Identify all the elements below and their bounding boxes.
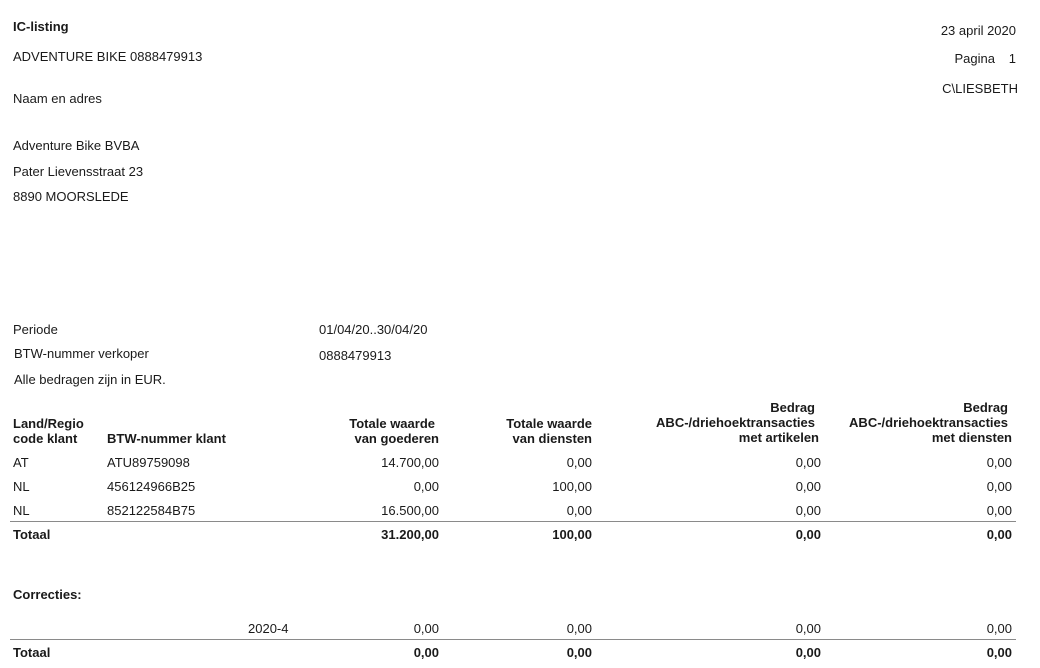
header-country	[13, 416, 84, 446]
row-abc-goods: 0,00	[795, 479, 821, 494]
row-abc-goods: 0,00	[795, 455, 821, 470]
header-abc-goods-line-3: met artikelen	[738, 430, 819, 445]
row-vat: 852122584B75	[107, 503, 196, 518]
row-services: 0,00	[566, 503, 592, 518]
total-label: Totaal	[13, 527, 51, 542]
address-line-1: Adventure Bike BVBA	[13, 138, 140, 153]
user-id: C\LIESBETH	[942, 81, 1018, 96]
corrections-total-abc-goods: 0,00	[795, 645, 821, 660]
header-abc-goods-line-1: Bedrag	[770, 400, 815, 415]
row-services: 100,00	[552, 479, 592, 494]
period-value: 01/04/20..30/04/20	[319, 322, 428, 337]
header-abc-goods	[656, 400, 819, 445]
row-abc-services: 0,00	[986, 503, 1012, 518]
corrections-total-label: Totaal	[13, 645, 51, 660]
row-abc-goods: 0,00	[795, 503, 821, 518]
header-goods	[349, 416, 439, 446]
page-indicator	[955, 51, 1016, 66]
total-abc-services: 0,00	[986, 527, 1012, 542]
header-abc-services-line-2: ABC-/driehoektransacties	[849, 415, 1008, 430]
row-country: AT	[13, 455, 29, 470]
corrections-label: Correcties:	[13, 587, 82, 602]
row-country: NL	[13, 503, 30, 518]
corrections-total-services: 0,00	[566, 645, 592, 660]
row-abc-services: 0,00	[986, 455, 1012, 470]
vat-label: BTW-nummer verkoper	[14, 346, 149, 361]
row-goods: 16.500,00	[381, 503, 439, 518]
header-abc-services-line-1: Bedrag	[963, 400, 1008, 415]
correction-abc-goods: 0,00	[795, 621, 821, 636]
total-services: 100,00	[552, 527, 592, 542]
correction-goods: 0,00	[413, 621, 439, 636]
header-services-line-1: Totale waarde	[506, 416, 592, 431]
correction-period: 2020-4	[248, 621, 289, 636]
row-services: 0,00	[566, 455, 592, 470]
header-abc-services	[849, 400, 1012, 445]
header-goods-line-1: Totale waarde	[349, 416, 435, 431]
report-title: IC-listing	[13, 19, 69, 34]
page-number: 1	[1008, 51, 1016, 66]
page-label: Pagina	[954, 51, 995, 66]
report-date: 23 april 2020	[940, 23, 1016, 38]
address-label: Naam en adres	[13, 91, 102, 106]
header-country-line-2: code klant	[13, 431, 78, 446]
header-goods-line-2: van goederen	[354, 431, 439, 446]
header-services-line-2: van diensten	[512, 431, 592, 446]
address-line-2: Pater Lievensstraat 23	[13, 164, 144, 179]
row-vat: ATU89759098	[107, 455, 190, 470]
corrections-total-abc-services: 0,00	[986, 645, 1012, 660]
row-vat: 456124966B25	[107, 479, 196, 494]
currency-note: Alle bedragen zijn in EUR.	[14, 372, 166, 387]
vat-value: 0888479913	[319, 348, 392, 363]
header-abc-goods-line-2: ABC-/driehoektransacties	[656, 415, 815, 430]
period-label: Periode	[13, 322, 58, 337]
corrections-total-goods: 0,00	[413, 645, 439, 660]
total-divider	[10, 521, 1016, 522]
company-name: ADVENTURE BIKE 0888479913	[13, 49, 203, 64]
row-goods: 14.700,00	[381, 455, 439, 470]
corrections-total-divider	[10, 639, 1016, 640]
row-goods: 0,00	[413, 479, 439, 494]
header-services	[506, 416, 592, 446]
row-abc-services: 0,00	[986, 479, 1012, 494]
header-vat: BTW-nummer klant	[107, 431, 226, 446]
header-abc-services-line-3: met diensten	[931, 430, 1012, 445]
row-country: NL	[13, 479, 30, 494]
header-country-line-1: Land/Regio	[13, 416, 84, 431]
correction-services: 0,00	[566, 621, 592, 636]
address-line-3: 8890 MOORSLEDE	[13, 189, 129, 204]
total-goods: 31.200,00	[381, 527, 439, 542]
correction-abc-services: 0,00	[986, 621, 1012, 636]
total-abc-goods: 0,00	[795, 527, 821, 542]
